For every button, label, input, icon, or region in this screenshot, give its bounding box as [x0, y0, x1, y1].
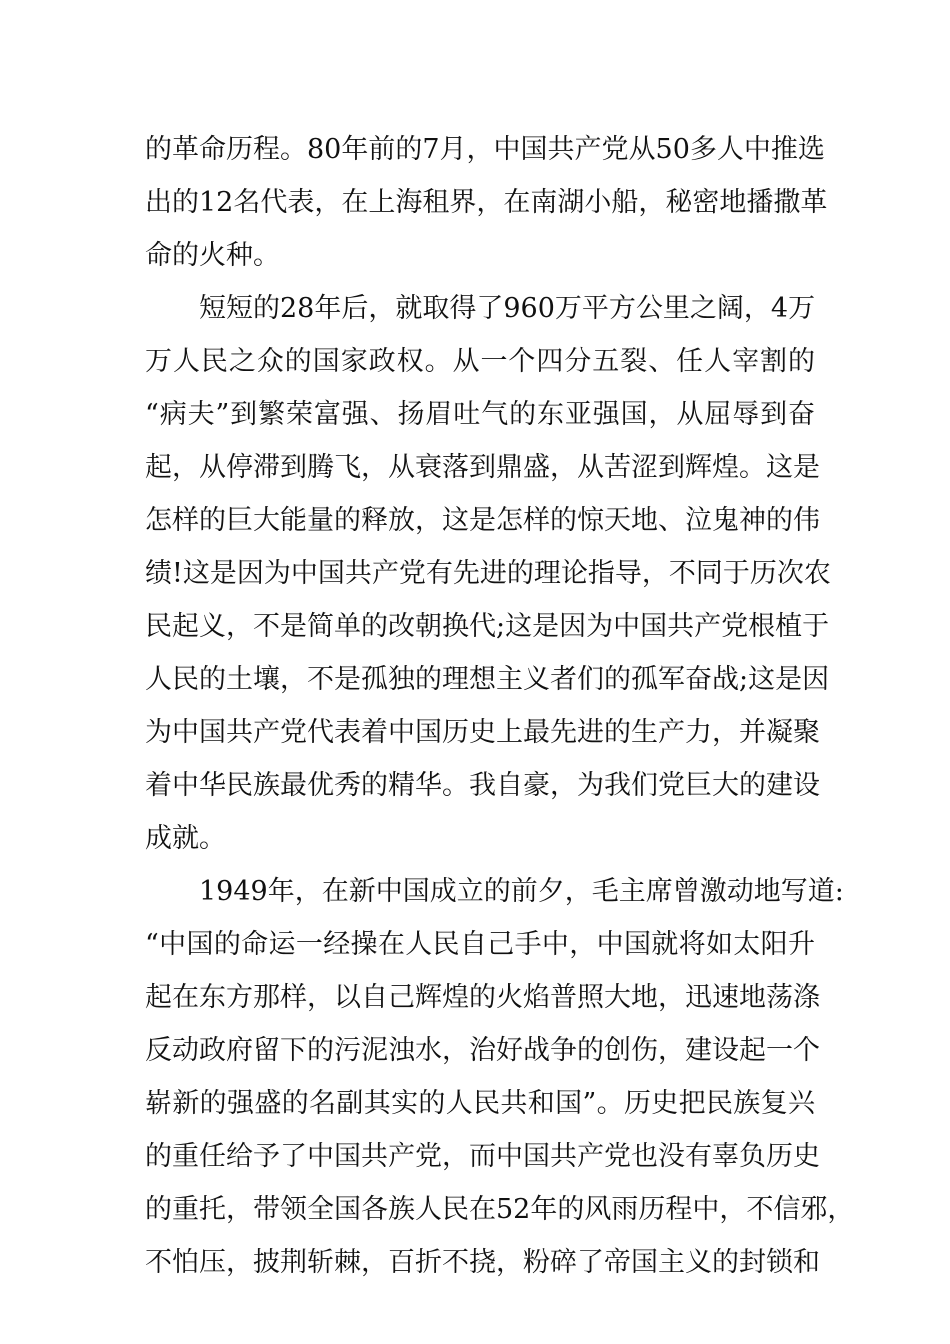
text-line: 不怕压，披荆斩棘，百折不挠，粉碎了帝国主义的封锁和	[145, 1247, 820, 1278]
text-line: 起在东方那样，以自己辉煌的火焰普照大地，迅速地荡涤	[145, 982, 820, 1013]
text-line: 起，从停滞到腾飞，从衰落到鼎盛，从苦涩到辉煌。这是	[145, 452, 820, 483]
text-line: 为中国共产党代表着中国历史上最先进的生产力，并凝聚	[145, 717, 820, 748]
text-line: 反动政府留下的污泥浊水，治好战争的创伤，建设起一个	[145, 1035, 820, 1066]
text-line: 命的火种。	[145, 240, 280, 271]
text-line: 出的12名代表，在上海租界，在南湖小船，秘密地播撒革	[145, 187, 828, 218]
text-line: 着中华民族最优秀的精华。我自豪，为我们党巨大的建设	[145, 770, 820, 801]
text-line: “病夫”到繁荣富强、扬眉吐气的东亚强国，从屈辱到奋	[145, 399, 815, 430]
text-line: 万人民之众的国家政权。从一个四分五裂、任人宰割的	[145, 346, 815, 377]
body-text	[145, 123, 855, 1289]
text-line: 崭新的强盛的名副其实的人民共和国”。历史把民族复兴	[145, 1088, 815, 1119]
text-line: 怎样的巨大能量的释放，这是怎样的惊天地、泣鬼神的伟	[145, 505, 820, 536]
text-line: “中国的命运一经操在人民自己手中，中国就将如太阳升	[145, 929, 815, 960]
text-line: 的重托，带领全国各族人民在52年的风雨历程中，不信邪，	[145, 1194, 855, 1225]
text-line: 成就。	[145, 823, 226, 854]
text-line: 民起义，不是简单的改朝换代;这是因为中国共产党根植于	[145, 611, 830, 642]
text-line: 的重任给予了中国共产党，而中国共产党也没有辜负历史	[145, 1141, 820, 1172]
text-line: 的革命历程。80年前的7月，中国共产党从50多人中推选	[145, 134, 825, 165]
text-line: 短短的28年后，就取得了960万平方公里之阔，4万	[199, 293, 816, 324]
text-line: 人民的土壤，不是孤独的理想主义者们的孤军奋战;这是因	[145, 664, 830, 695]
text-line: 绩!这是因为中国共产党有先进的理论指导，不同于历次农	[145, 558, 831, 589]
text-line: 1949年，在新中国成立的前夕，毛主席曾激动地写道:	[199, 876, 844, 907]
